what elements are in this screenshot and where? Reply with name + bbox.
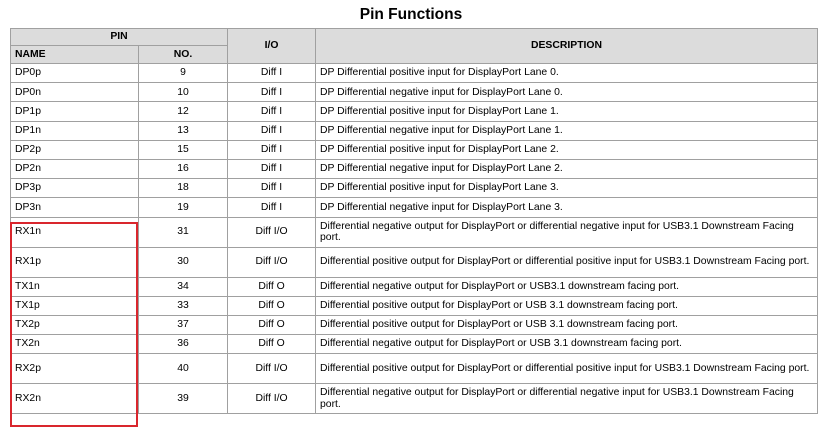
pin-description: DP Differential positive input for DisplayPort Lane 0. [316, 64, 818, 83]
pin-name: DP1n [11, 121, 139, 140]
table-row [11, 354, 818, 384]
pin-name: DP3p [11, 179, 139, 198]
pin-io: Diff O [228, 296, 316, 315]
pin-number: 30 [139, 247, 228, 277]
table-row [11, 64, 818, 83]
table-row [11, 384, 818, 414]
pin-number: 39 [139, 384, 228, 414]
pin-description: DP Differential negative input for DisplayPort Lane 1. [316, 121, 818, 140]
pin-number: 15 [139, 140, 228, 159]
pin-description: Differential negative output for DisplayPort or differential negative input for USB3.1 Downstream Facing port. [316, 384, 818, 414]
pin-description: Differential negative output for DisplayPort or USB 3.1 downstream facing port. [316, 335, 818, 354]
pin-description: Differential positive output for DisplayPort or differential positive input for USB3.1 Downstream Facing port. [316, 247, 818, 277]
pin-io: Diff I [228, 102, 316, 121]
pin-description: Differential positive output for DisplayPort or USB 3.1 downstream facing port. [316, 315, 818, 334]
pin-name: DP3n [11, 198, 139, 217]
description-header: DESCRIPTION [316, 29, 818, 64]
pin-io: Diff I/O [228, 217, 316, 247]
pin-io: Diff I [228, 179, 316, 198]
pin-description: DP Differential negative input for DisplayPort Lane 2. [316, 159, 818, 178]
table-row [11, 140, 818, 159]
pin-io: Diff I [228, 140, 316, 159]
pin-number: 36 [139, 335, 228, 354]
pin-io: Diff I [228, 64, 316, 83]
pin-description: DP Differential positive input for DisplayPort Lane 3. [316, 179, 818, 198]
pin-description: DP Differential positive input for DisplayPort Lane 1. [316, 102, 818, 121]
pin-name: TX1n [11, 277, 139, 296]
pin-name: TX2n [11, 335, 139, 354]
table-row [11, 198, 818, 217]
pin-number: 40 [139, 354, 228, 384]
pin-number: 34 [139, 277, 228, 296]
pin-io: Diff O [228, 315, 316, 334]
pin-number: 10 [139, 83, 228, 102]
pin-description: DP Differential positive input for DisplayPort Lane 2. [316, 140, 818, 159]
pin-io: Diff O [228, 335, 316, 354]
pin-name: DP2p [11, 140, 139, 159]
pin-io: Diff I/O [228, 247, 316, 277]
table-row [11, 335, 818, 354]
no-header: NO. [139, 46, 228, 64]
pin-number: 16 [139, 159, 228, 178]
pin-name: DP1p [11, 102, 139, 121]
pin-io: Diff O [228, 277, 316, 296]
table-row [11, 217, 818, 247]
pin-description: Differential negative output for DisplayPort or USB3.1 downstream facing port. [316, 277, 818, 296]
table-row [11, 102, 818, 121]
pin-name: RX2p [11, 354, 139, 384]
table-row [11, 159, 818, 178]
name-header: NAME [11, 46, 139, 64]
table-row [11, 277, 818, 296]
table-row [11, 247, 818, 277]
pin-functions-table [10, 28, 818, 414]
table-row [11, 83, 818, 102]
io-header: I/O [228, 29, 316, 64]
pin-io: Diff I/O [228, 384, 316, 414]
table-row [11, 121, 818, 140]
pin-name: DP2n [11, 159, 139, 178]
pin-io: Diff I [228, 159, 316, 178]
pin-name: RX2n [11, 384, 139, 414]
table-row [11, 296, 818, 315]
pin-number: 31 [139, 217, 228, 247]
pin-name: DP0n [11, 83, 139, 102]
pin-io: Diff I [228, 83, 316, 102]
pin-name: RX1n [11, 217, 139, 247]
table-row [11, 315, 818, 334]
pin-number: 33 [139, 296, 228, 315]
pin-name: TX1p [11, 296, 139, 315]
pin-number: 19 [139, 198, 228, 217]
pin-name: DP0p [11, 64, 139, 83]
pin-number: 13 [139, 121, 228, 140]
pin-io: Diff I [228, 121, 316, 140]
pin-description: DP Differential negative input for DisplayPort Lane 0. [316, 83, 818, 102]
pin-io: Diff I [228, 198, 316, 217]
pin-description: Differential positive output for DisplayPort or USB 3.1 downstream facing port. [316, 296, 818, 315]
pin-name: RX1p [11, 247, 139, 277]
table-row [11, 179, 818, 198]
pin-number: 9 [139, 64, 228, 83]
pin-description: Differential positive output for DisplayPort or differential positive input for USB3.1 Downstream Facing port. [316, 354, 818, 384]
pin-name: TX2p [11, 315, 139, 334]
pin-number: 37 [139, 315, 228, 334]
page-title: Pin Functions [359, 6, 463, 23]
pin-description: DP Differential negative input for DisplayPort Lane 3. [316, 198, 818, 217]
pin-description: Differential negative output for DisplayPort or differential negative input for USB3.1 Downstream Facing port. [316, 217, 818, 247]
pin-number: 12 [139, 102, 228, 121]
pin-number: 18 [139, 179, 228, 198]
pin-group-header: PIN [11, 29, 228, 46]
pin-io: Diff I/O [228, 354, 316, 384]
